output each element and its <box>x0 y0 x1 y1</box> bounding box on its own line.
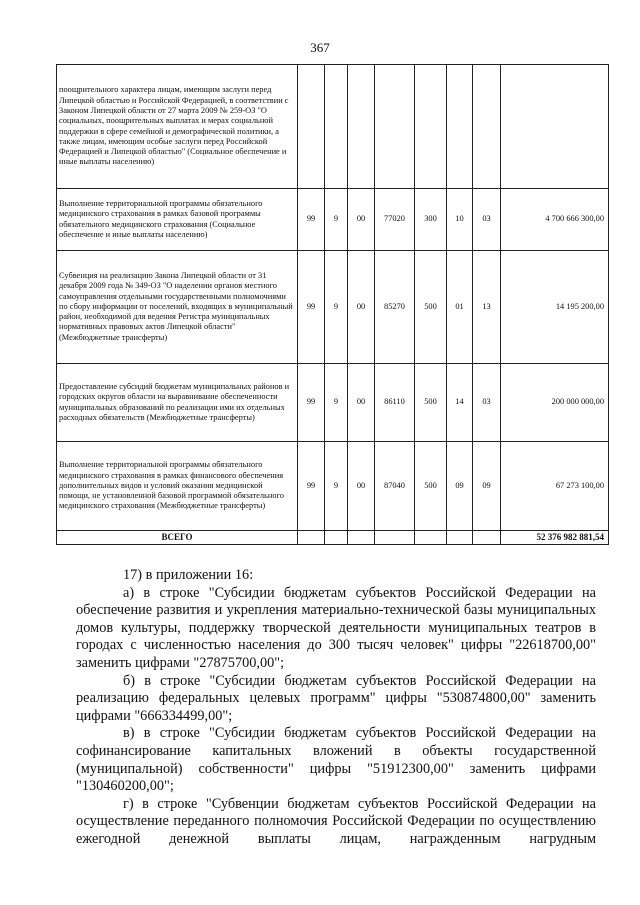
table-row <box>57 442 609 531</box>
subsection-code: 03 <box>473 189 501 251</box>
subprogram-code: 9 <box>325 364 348 442</box>
section-code: 01 <box>447 251 473 364</box>
subsection-code <box>473 65 501 189</box>
subprogram-code <box>325 65 348 189</box>
expense-type-code: 500 <box>415 251 447 364</box>
amendment-item-v: в) в строке "Субсидии бюджетам субъектов Российской Федерации на софинансирование капитальных вложений в объекты государственной (муниципальной) собственности" цифры "51912300,00" заменить цифрами "130460200,00"; <box>76 725 596 795</box>
subsection-code: 13 <box>473 251 501 364</box>
budget-table <box>56 64 609 545</box>
row-name: Выполнение территориальной программы обязательного медицинского страхования в рамках финансового обеспечения дополнительных видов и условий оказания медицинской помощи, не установленной базовой программой обязательного медицинского страхования (Межбюджетные трансферты) <box>57 442 298 531</box>
direction-code: 86110 <box>375 364 415 442</box>
direction-code <box>375 65 415 189</box>
expense-type-code: 500 <box>415 364 447 442</box>
subsection-code: 09 <box>473 442 501 531</box>
amount-cell: 4 700 666 300,00 <box>501 189 609 251</box>
amount-cell <box>501 65 609 189</box>
expense-type-code: 300 <box>415 189 447 251</box>
total-row <box>57 531 609 545</box>
amount-cell: 14 195 200,00 <box>501 251 609 364</box>
subsection-code: 03 <box>473 364 501 442</box>
amendment-item-g: г) в строке "Субвенции бюджетам субъектов Российской Федерации на осуществление переданного полномочия Российской Федерации по осуществлению ежегодной денежной выплаты лицам, награжденным нагрудным <box>76 795 596 847</box>
direction-code: 77020 <box>375 189 415 251</box>
main-event-code: 00 <box>348 442 375 531</box>
subprogram-code: 9 <box>325 189 348 251</box>
table-row <box>57 189 609 251</box>
program-code: 99 <box>298 251 325 364</box>
program-code <box>298 65 325 189</box>
main-event-code <box>348 65 375 189</box>
row-name: Субвенция на реализацию Закона Липецкой области от 31 декабря 2009 года № 349-ОЗ "О наделении органов местного самоуправления отдельными государственными полномочиями по сбору информации от поселений, входящих в муниципальный район, необходимой для ведения Регистра муниципальных нормативных правовых актов Липецкой области" (Межбюджетные трансферты) <box>57 251 298 364</box>
expense-type-code: 500 <box>415 442 447 531</box>
program-code: 99 <box>298 364 325 442</box>
section-code <box>447 65 473 189</box>
direction-code: 87040 <box>375 442 415 531</box>
main-event-code: 00 <box>348 364 375 442</box>
main-event-code: 00 <box>348 251 375 364</box>
main-event-code: 00 <box>348 189 375 251</box>
direction-code: 85270 <box>375 251 415 364</box>
section-code: 14 <box>447 364 473 442</box>
amendment-item-a: а) в строке "Субсидии бюджетам субъектов Российской Федерации на обеспечение развития и укрепления материально-технической базы муниципальных домов культуры, поддержку творческой деятельности муниципальных театров в городах с численностью населения до 300 тысяч человек" цифры "22618700,00" заменить цифрами "27875700,00"; <box>76 584 596 671</box>
total-amount: 52 376 982 881,54 <box>501 531 609 545</box>
table-row <box>57 251 609 364</box>
section-heading: 17) в приложении 16: <box>123 567 254 583</box>
total-label: ВСЕГО <box>57 531 298 545</box>
table-row <box>57 65 609 189</box>
section-code: 09 <box>447 442 473 531</box>
amendment-item-b: б) в строке "Субсидии бюджетам субъектов Российской Федерации на реализацию федеральных целевых программ" цифры "530874800,00" заменить цифрами "666334499,00"; <box>76 672 596 724</box>
amendments-text <box>76 567 596 849</box>
subprogram-code: 9 <box>325 442 348 531</box>
row-name: Выполнение территориальной программы обязательного медицинского страхования в рамках базовой программы обязательного медицинского страхования (Социальное обеспечение и иные выплаты населению) <box>57 189 298 251</box>
amount-cell: 200 000 000,00 <box>501 364 609 442</box>
program-code: 99 <box>298 442 325 531</box>
row-name: Предоставление субсидий бюджетам муниципальных районов и городских округов области на выравнивание обеспеченности муниципальных образований по реализации ими их отдельных расходных обязательств (Межбюджетные трансферты) <box>57 364 298 442</box>
expense-type-code <box>415 65 447 189</box>
page-number: 367 <box>310 40 330 55</box>
program-code: 99 <box>298 189 325 251</box>
row-name: поощрительного характера лицам, имеющим заслуги перед Липецкой областью и Российской Федерацией, в соответствии с Законом Липецкой области от 27 марта 2009 № 259-ОЗ "О социальных, поощрительных выплатах и мерах социальной поддержки в сфере семейной и демографической политики, а также лицам, имеющим особые заслуги перед Российской Федерацией и Липецкой областью" (Социальное обеспечение и иные выплаты населению) <box>57 65 298 189</box>
section-code: 10 <box>447 189 473 251</box>
amount-cell: 67 273 100,00 <box>501 442 609 531</box>
table-row <box>57 364 609 442</box>
subprogram-code: 9 <box>325 251 348 364</box>
